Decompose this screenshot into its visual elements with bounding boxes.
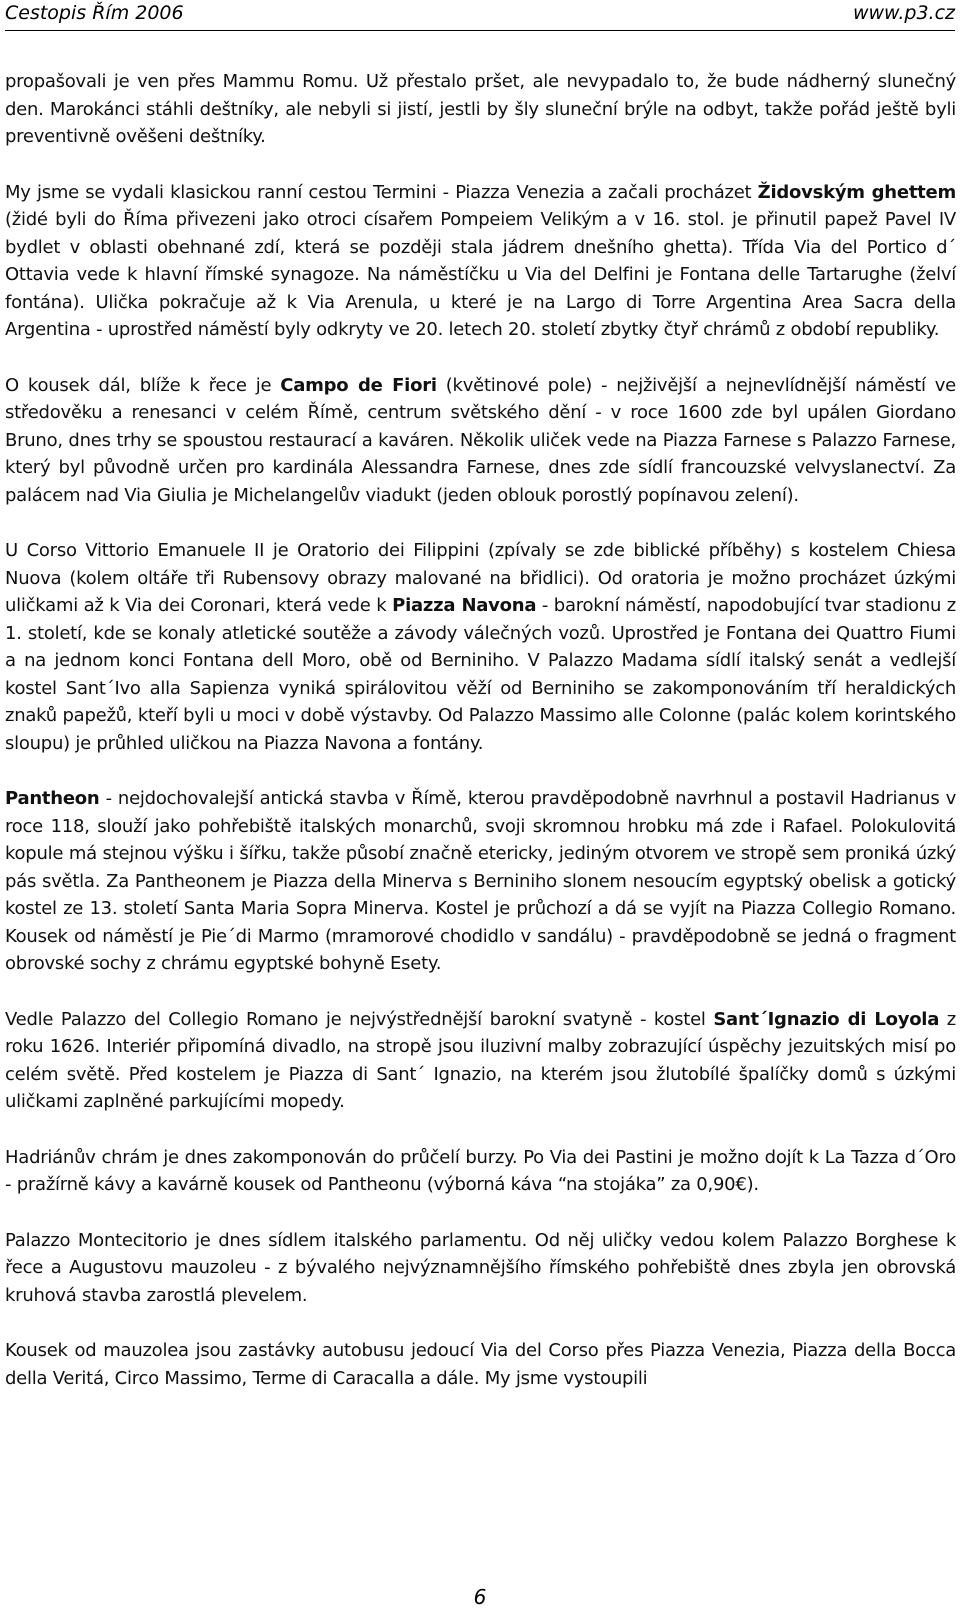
paragraph — [5, 1006, 956, 1116]
paragraph-text: - nejdochovalejší antická stavba v Římě, kterou pravděpodobně navrhnul a postavil Hadrianus v roce 118, slouží jako pohřebiště italských monarchů, svoji skromnou hrobku má zde i Rafael. Polokulovitá kopule má stejnou výšku i šířku, takže působí značně etericky, jediným otvorem ve stropě sem proniká úzký pás světla. Za Pantheonem je Piazza della Minerva s Berniniho slonem nesoucím egyptský obelisk a gotický kostel ze 13. století Santa Maria Sopra Minerva. Kostel je průchozí a dá se vyjít na Piazza Collegio Romano. Kousek od náměstí je Pie´di Marmo (mramorové chodidlo v sandálu) - pravděpodobně se jedná o fragment obrovské sochy z chrámu egyptské bohyně Esety. — [5, 788, 956, 974]
paragraph-text: propašovali je ven přes Mammu Romu. Už přestalo pršet, ale nevypadalo to, že bude nádherný slunečný den. Marokánci stáhli deštníky, ale nebyli si jistí, jestli by šly sluneční brýle na odbyt, takže pořád ještě byli preventivně ověšeni deštníky. — [5, 71, 956, 147]
bold-place-name: Sant´Ignazio di Loyola — [713, 1008, 940, 1030]
bold-place-name: Campo de Fiori — [280, 374, 437, 396]
bold-place-name: Piazza Navona — [392, 595, 537, 616]
page-number: 6 — [473, 1585, 487, 1609]
paragraph-text: Palazzo Montecitorio je dnes sídlem italského parlamentu. Od něj uličky vedou kolem Palazzo Borghese k řece a Augustovu mauzoleu - z bývalého nejvýznamnějšího římského pohřebiště dnes zbyla jen obrovská kruhová stavba zarostlá plevelem. — [5, 1229, 956, 1306]
document-body — [5, 68, 956, 1420]
paragraph — [5, 1337, 956, 1392]
paragraph — [5, 785, 956, 978]
paragraph — [5, 372, 956, 510]
bold-place-name: Židovským ghettem — [757, 181, 956, 203]
paragraph — [5, 179, 956, 344]
document-title: Cestopis Řím 2006 — [5, 2, 184, 24]
paragraph-text: U Corso Vittorio Emanuele II je Oratorio dei Filippini (zpívaly se zde biblické příběhy) s kostelem Chiesa Nuova (kolem oltáře tři Rubensovy obrazy malované na břidlici). Od oratoria je možno procházet úzkými uličkami až k Via dei Coronari, která vede k — [5, 540, 956, 616]
paragraph-text: Vedle Palazzo del Collegio Romano je nejvýstřednější barokní svatyně - kostel — [5, 1008, 714, 1030]
paragraph-text: My jsme se vydali klasickou ranní cestou Termini - Piazza Venezia a začali procházet — [5, 181, 758, 203]
paragraph-text: Hadriánův chrám je dnes zakomponován do průčelí burzy. Po Via dei Pastini je možno dojít k La Tazza d´Oro - pražírně kávy a kavárně kousek od Pantheonu (výborná káva “na stojáka” za 0,90€). — [5, 1146, 956, 1195]
paragraph-text: - barokní náměstí, napodobující tvar stadionu z 1. století, kde se konaly atletické soutěže a závody válečných vozů. Uprostřed je Fontana dei Quattro Fiumi a na jednom konci Fontana dell Moro, obě od Berniniho. V Palazzo Madama sídlí italský senát a vedlejší kostel Sant´Ivo alla Sapienza vyniká spirálovitou věží od Berniniho se zakomponováním tří heraldických znaků papežů, kteří byli u moci v době výstavby. Od Palazzo Massimo alle Colonne (palác kolem korintského sloupu) je průhled uličkou na Piazza Navona a fontány. — [5, 595, 956, 754]
paragraph-text: O kousek dál, blíže k řece je — [5, 374, 281, 396]
paragraph-text: z roku 1626. Interiér připomíná divadlo, na stropě jsou iluzivní malby zobrazující úspěchy jezuitských misí po celém světě. Před kostelem je Piazza di Sant´ Ignazio, na kterém jsou žlutobílé špalíčky domů s úzkými uličkami zaplněné parkujícími mopedy. — [5, 1008, 956, 1112]
paragraph — [5, 1227, 956, 1310]
paragraph-text: Kousek od mauzolea jsou zastávky autobusu jedoucí Via del Corso přes Piazza Venezia, Piazza della Bocca della Veritá, Circo Massimo, Terme di Caracalla a dále. My jsme vystoupili — [5, 1340, 956, 1389]
website-link[interactable]: www.p3.cz — [852, 2, 955, 24]
paragraph-text: (židé byli do Říma přivezeni jako otroci císařem Pompeiem Velikým a v 16. stol. je přinutil papež Pavel IV bydlet v oblasti obehnané zdí, která se později stala jádrem dnešního ghetta). Třída Via del Portico d´ Ottavia vede k hlavní římské synagoze. Na náměstíčku u Via del Delfini je Fontana delle Tartarughe (želví fontána). Ulička pokračuje až k Via Arenula, u které je na Largo di Torre Argentina Area Sacra della Argentina - uprostřed náměstí byly odkryty ve 20. letech 20. století zbytky čtyř chrámů z období republiky. — [5, 209, 956, 340]
page-header — [5, 2, 955, 31]
paragraph — [5, 537, 956, 757]
paragraph — [5, 1144, 956, 1199]
paragraph — [5, 68, 956, 151]
paragraph-text: (květinové pole) - nejživější a nejnevlídnější náměstí ve středověku a renesanci v celém Římě, centrum světského dění - v roce 1600 zde byl upálen Giordano Bruno, dnes trhy se spoustou restaurací a kaváren. Několik uliček vede na Piazza Farnese s Palazzo Farnese, který byl původně určen pro kardinála Alessandra Farnese, dnes zde sídlí francouzské velvyslanectví. Za palácem nad Via Giulia je Michelangelův viadukt (jeden oblouk porostlý popínavou zelení). — [5, 374, 956, 506]
bold-place-name: Pantheon — [5, 788, 100, 809]
